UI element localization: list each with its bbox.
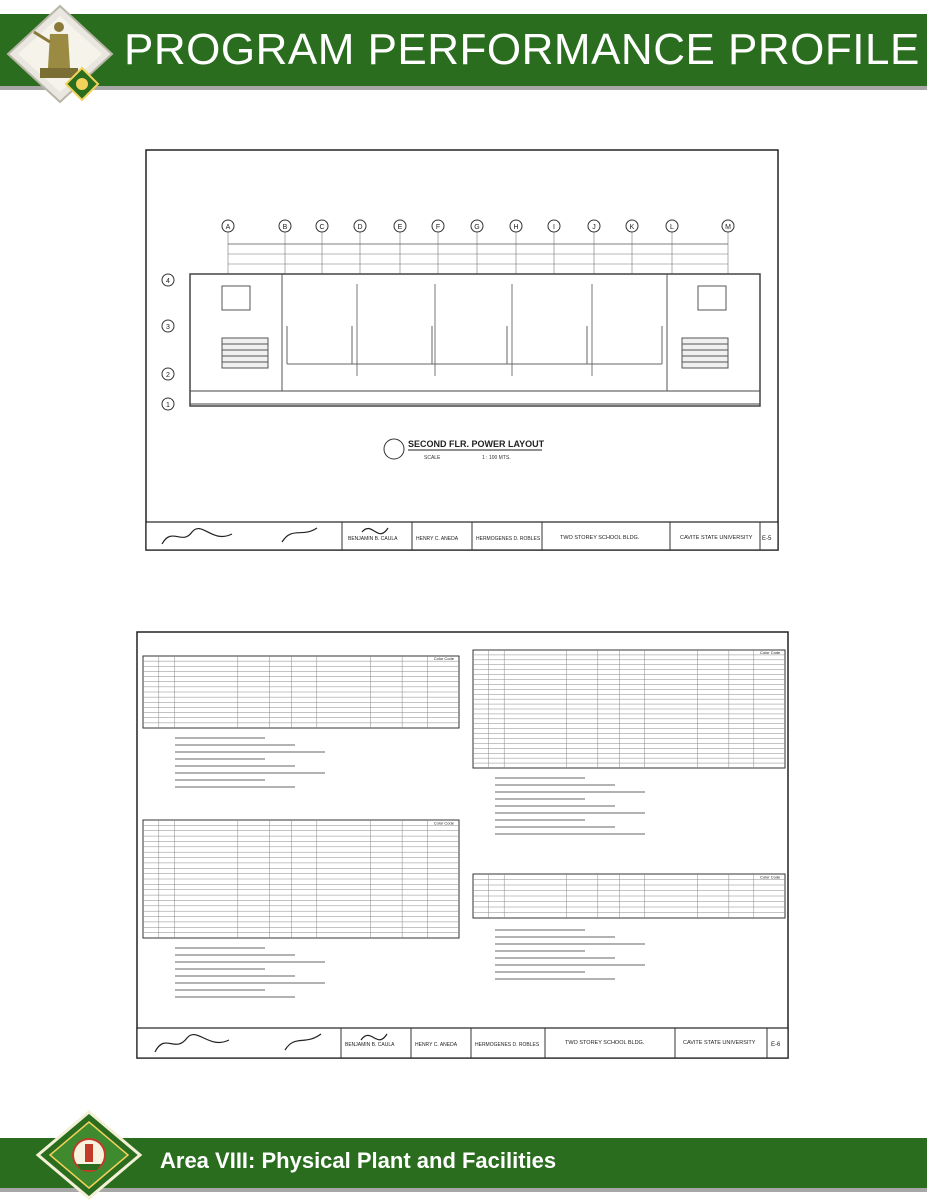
title-block-person3: HERMOGENES D. ROBLES — [476, 536, 541, 542]
grid-row-label: 2 — [166, 372, 170, 379]
panel-schedule-sheet — [135, 630, 790, 1060]
title-block-owner: CAVITE STATE UNIVERSITY — [683, 1040, 756, 1046]
grid-column-label: A — [225, 224, 231, 231]
title-block-person3: HERMOGENES D. ROBLES — [475, 1042, 540, 1048]
footer-title: Area VIII: Physical Plant and Facilities — [160, 1148, 557, 1173]
title-block-person1: BENJAMIN B. CAULA — [345, 1042, 395, 1048]
panel-schedule-table — [473, 874, 785, 918]
grid-column-label: D — [357, 224, 363, 231]
grid-row-label: 3 — [166, 324, 170, 331]
title-block-person2: HENRY C. ANEDA — [415, 1042, 458, 1048]
title-block-owner: CAVITE STATE UNIVERSITY — [680, 535, 753, 541]
grid-column-label: M — [725, 224, 731, 231]
title-block-project: TWO STOREY SCHOOL BLDG. — [565, 1040, 645, 1046]
grid-column-label: F — [435, 224, 441, 231]
grid-row-label: 4 — [166, 278, 170, 285]
title-block-person1: BENJAMIN B. CAULA — [348, 536, 398, 542]
panel-schedule-table — [143, 656, 459, 728]
grid-column-label: G — [474, 224, 480, 231]
table-header-color-code: Color Code — [760, 874, 781, 880]
header-divider — [0, 86, 927, 90]
grid-row-label: 1 — [166, 402, 170, 409]
grid-column-label: I — [553, 224, 555, 231]
university-seal-bottom — [34, 1110, 144, 1200]
grid-column-label: C — [319, 224, 325, 231]
university-logo-top — [4, 2, 116, 106]
grid-column-label: L — [670, 224, 674, 231]
title-block-person2: HENRY C. ANEDA — [416, 536, 459, 542]
grid-column-label: B — [282, 224, 288, 231]
grid-column-label: H — [513, 224, 519, 231]
drawing-scale-value: 1 : 100 MTS. — [482, 455, 511, 461]
panel-schedule-table — [143, 820, 459, 938]
power-layout-drawing — [142, 146, 782, 554]
drawing-scale-label: SCALE — [424, 455, 441, 461]
title-block-sheet: E-5 — [762, 536, 772, 542]
table-header-color-code: Color Code — [433, 656, 454, 662]
grid-column-label: E — [397, 224, 403, 231]
title-block-sheet: E-6 — [771, 1042, 781, 1048]
title-block-project: TWO STOREY SCHOOL BLDG. — [560, 535, 640, 541]
page-title: PROGRAM PERFORMANCE PROFILE — [124, 25, 920, 74]
panel-schedule-table — [473, 650, 785, 768]
grid-column-label: K — [629, 224, 635, 231]
table-header-color-code: Color Code — [760, 649, 781, 655]
drawing-title: SECOND FLR. POWER LAYOUT — [408, 439, 545, 449]
table-header-color-code: Color Code — [433, 820, 454, 826]
grid-column-label: J — [592, 224, 596, 231]
